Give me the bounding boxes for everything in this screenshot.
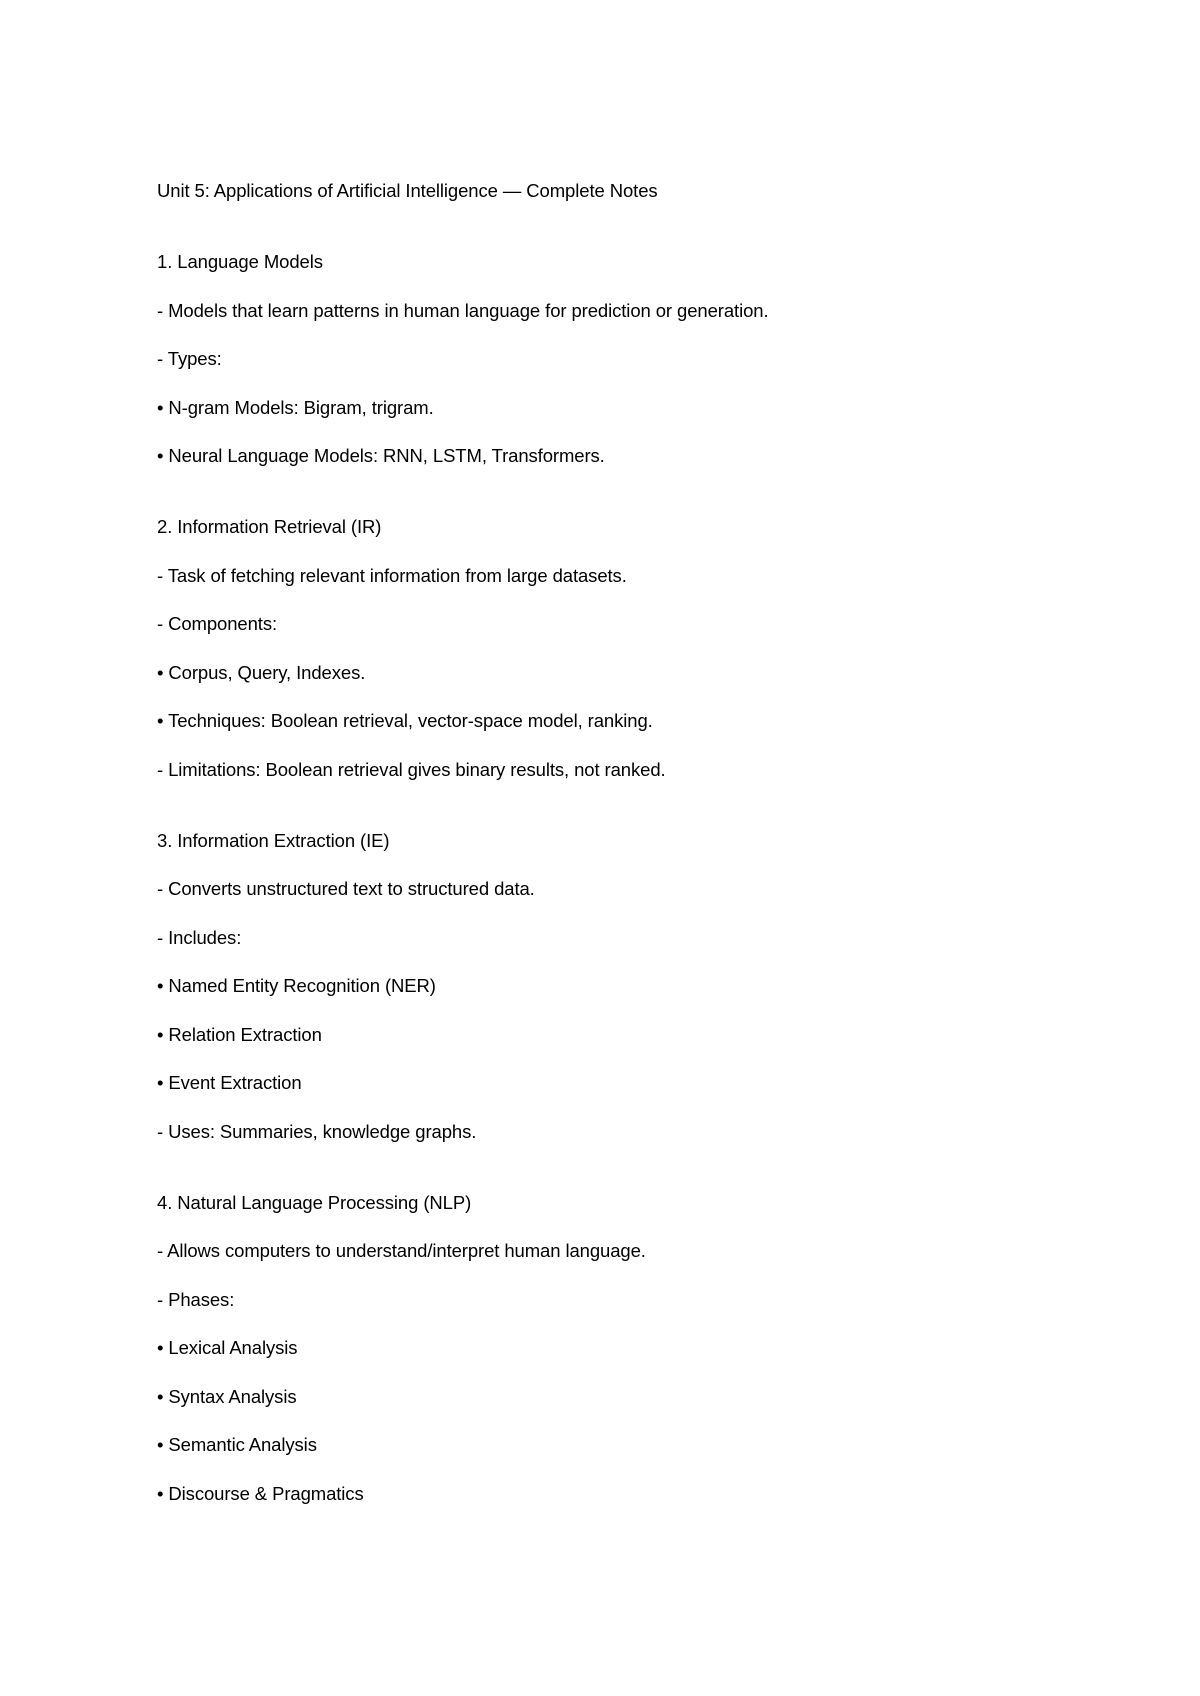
bullet-item: • Techniques: Boolean retrieval, vector-space model, ranking.	[157, 710, 653, 731]
bullet-item: • N-gram Models: Bigram, trigram.	[157, 396, 434, 418]
section-heading-information-extraction: 3. Information Extraction (IE)	[157, 829, 390, 851]
section-line: - Includes:	[157, 926, 242, 948]
section-line: - Types:	[157, 348, 222, 369]
section-line: - Limitations: Boolean retrieval gives binary results, not ranked.	[157, 758, 666, 780]
document-content	[157, 180, 1057, 1531]
bullet-item: • Corpus, Query, Indexes.	[157, 661, 366, 683]
bullet-item: • Syntax Analysis	[157, 1385, 297, 1407]
bullet-item: • Event Extraction	[157, 1072, 302, 1093]
section-heading-language-models: 1. Language Models	[157, 251, 323, 272]
bullet-item: • Semantic Analysis	[157, 1434, 317, 1455]
section-line: - Converts unstructured text to structured data.	[157, 878, 535, 899]
section-line: - Allows computers to understand/interpret human language.	[157, 1240, 646, 1261]
section-heading-nlp: 4. Natural Language Processing (NLP)	[157, 1191, 472, 1213]
bullet-item: • Relation Extraction	[157, 1023, 322, 1045]
section-line: - Uses: Summaries, knowledge graphs.	[157, 1120, 477, 1142]
document-title: Unit 5: Applications of Artificial Intelligence — Complete Notes	[157, 180, 658, 201]
bullet-item: • Discourse & Pragmatics	[157, 1482, 364, 1504]
section-line: - Phases:	[157, 1288, 235, 1310]
section-line: - Task of fetching relevant information from large datasets.	[157, 564, 627, 586]
bullet-item: • Named Entity Recognition (NER)	[157, 975, 436, 996]
bullet-item: • Neural Language Models: RNN, LSTM, Transformers.	[157, 445, 605, 466]
section-heading-information-retrieval: 2. Information Retrieval (IR)	[157, 516, 382, 537]
section-line: - Models that learn patterns in human language for prediction or generation.	[157, 299, 769, 321]
bullet-item: • Lexical Analysis	[157, 1337, 298, 1358]
section-line: - Components:	[157, 613, 278, 634]
